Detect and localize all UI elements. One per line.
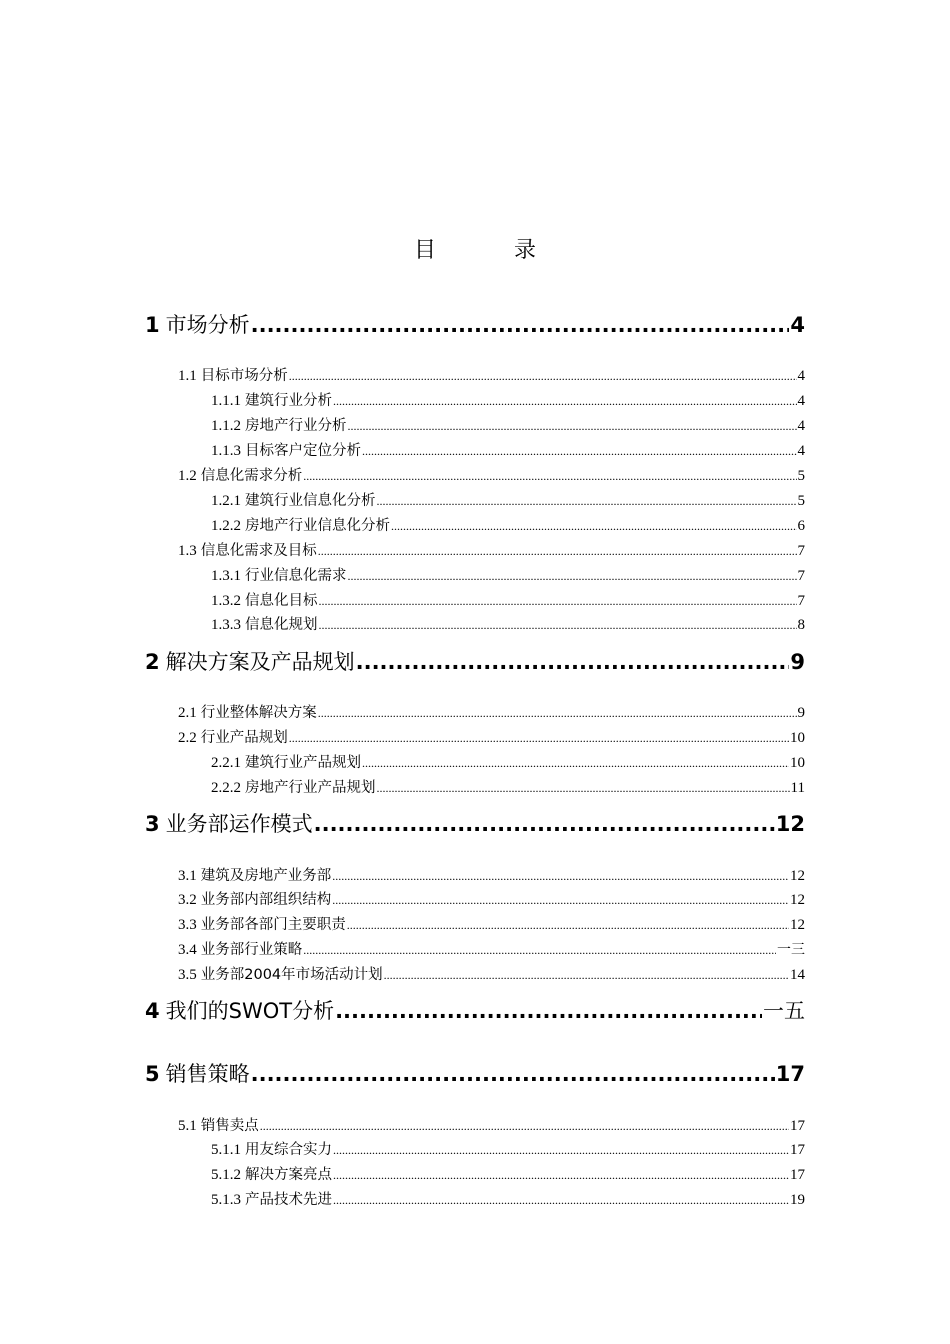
entry-label: 信息化目标 [245, 593, 318, 609]
entry-number: 3.3 [178, 917, 197, 933]
entry-page: 4 [790, 313, 805, 337]
dot-leader [347, 918, 789, 933]
toc-entry-4[interactable] [145, 995, 805, 1025]
entry-number: 1.3.1 [211, 568, 241, 584]
dot-leader [362, 756, 789, 771]
toc-entry-2-1[interactable] [178, 701, 805, 723]
entry-page: 10 [790, 755, 805, 771]
entry-label: 建筑行业分析 [245, 393, 332, 409]
dot-leader [333, 1143, 789, 1158]
entry-label: 目标市场分析 [200, 368, 288, 384]
entry-label: 解决方案及产品规划 [165, 650, 355, 674]
entry-number: 1 [145, 313, 160, 337]
toc-entry-1[interactable] [145, 309, 805, 339]
entry-label: 用友综合实力 [245, 1142, 332, 1158]
toc-entry-2-2-1[interactable] [211, 751, 805, 773]
dot-leader [332, 869, 789, 884]
dot-leader [289, 731, 789, 746]
entry-page: 17 [775, 1062, 805, 1086]
toc-entry-3-3[interactable] [178, 913, 805, 935]
entry-number: 1.1.1 [211, 393, 241, 409]
entry-label: 房地产行业信息化分析 [245, 518, 390, 534]
dot-leader [377, 494, 797, 509]
entry-label: 产品技术先进 [245, 1192, 332, 1208]
entry-number: 5.1.1 [211, 1142, 241, 1158]
entry-label: 行业整体解决方案 [200, 705, 317, 721]
entry-page: 17 [790, 1167, 805, 1183]
entry-page: 11 [790, 780, 805, 796]
entry-label: 业务部各部门主要职责 [200, 917, 346, 933]
toc-entry-1-1-1[interactable] [211, 389, 805, 411]
entry-label: 房地产行业产品规划 [245, 780, 376, 796]
dot-leader [335, 999, 762, 1023]
entry-number: 5.1 [178, 1118, 197, 1134]
toc-entry-2-2[interactable] [178, 726, 805, 748]
entry-page: 7 [797, 568, 805, 584]
entry-label: 信息化规划 [245, 617, 318, 633]
entry-label: 建筑行业信息化分析 [245, 493, 376, 509]
entry-number: 2.2.2 [211, 780, 241, 796]
dot-leader [251, 313, 790, 337]
dot-leader [348, 569, 797, 584]
entry-label: 信息化需求及目标 [200, 543, 317, 559]
entry-page: 9 [790, 650, 805, 674]
entry-number: 3.1 [178, 868, 197, 884]
entry-page: 4 [797, 393, 805, 409]
entry-label: 我们的SWOT分析 [165, 999, 335, 1023]
toc-entry-1-2-1[interactable] [211, 489, 805, 511]
entry-page: 7 [797, 593, 805, 609]
entry-page: 12 [790, 892, 805, 908]
entry-number: 3.5 [178, 967, 197, 983]
dot-leader [333, 394, 797, 409]
entry-number: 2.2 [178, 730, 197, 746]
entry-label: 行业信息化需求 [245, 568, 347, 584]
toc-entry-5-1-3[interactable] [211, 1188, 805, 1210]
entry-page: 6 [797, 518, 805, 534]
entry-page: 5 [797, 493, 805, 509]
entry-page: 5 [797, 468, 805, 484]
toc-entry-1-2[interactable] [178, 464, 805, 486]
entry-label: 业务部内部组织结构 [200, 892, 332, 908]
entry-number: 1.3 [178, 543, 197, 559]
entry-number: 1.1.3 [211, 443, 241, 459]
entry-page: 10 [790, 730, 805, 746]
dot-leader [314, 812, 775, 836]
entry-number: 1.2.1 [211, 493, 241, 509]
toc-entry-3[interactable] [145, 808, 805, 838]
entry-number: 3.2 [178, 892, 197, 908]
entry-number: 3 [145, 812, 160, 836]
entry-number: 5 [145, 1062, 160, 1086]
entry-number: 2.1 [178, 705, 197, 721]
dot-leader [319, 594, 797, 609]
dot-leader [384, 968, 789, 983]
toc-entry-5-1[interactable] [178, 1114, 805, 1136]
entry-number: 1.3.3 [211, 617, 241, 633]
entry-number: 1.1 [178, 368, 197, 384]
entry-page: 17 [790, 1142, 805, 1158]
toc-entry-1-2-2[interactable] [211, 514, 805, 536]
toc-entry-1-3[interactable] [178, 539, 805, 561]
entry-page: 12 [790, 917, 805, 933]
toc-entry-5-1-1[interactable] [211, 1138, 805, 1160]
entry-label: 业务部行业策略 [200, 942, 303, 958]
dot-leader [362, 444, 797, 459]
toc-entry-1-1[interactable] [178, 364, 805, 386]
entry-page: 一三 [777, 942, 805, 958]
entry-number: 3.4 [178, 942, 197, 958]
entry-label: 业务部2004年市场活动计划 [200, 967, 383, 983]
entry-label: 建筑及房地产业务部 [200, 868, 332, 884]
toc-entry-3-2[interactable] [178, 888, 805, 910]
dot-leader [391, 519, 797, 534]
dot-leader [318, 706, 797, 721]
toc-entry-1-1-3[interactable] [211, 439, 805, 461]
dot-leader [251, 1062, 775, 1086]
toc-entry-2-2-2[interactable] [211, 776, 805, 798]
entry-number: 1.1.2 [211, 418, 241, 434]
entry-label: 建筑行业产品规划 [245, 755, 361, 771]
entry-page: 14 [790, 967, 805, 983]
dot-leader [260, 1119, 789, 1134]
toc-entry-3-4[interactable] [178, 938, 805, 960]
toc-entry-5-1-2[interactable] [211, 1163, 805, 1185]
entry-label: 目标客户定位分析 [245, 443, 361, 459]
toc-entry-1-3-2[interactable] [211, 589, 805, 611]
entry-label: 解决方案亮点 [245, 1167, 332, 1183]
toc-title: 目 录 [413, 238, 564, 263]
entry-number: 2 [145, 650, 160, 674]
toc-entry-1-3-3[interactable] [211, 613, 805, 635]
entry-page: 17 [790, 1118, 805, 1134]
dot-leader [333, 1193, 789, 1208]
dot-leader [377, 781, 790, 796]
dot-leader [333, 1168, 789, 1183]
entry-number: 2.2.1 [211, 755, 241, 771]
entry-number: 5.1.3 [211, 1192, 241, 1208]
dot-leader [348, 419, 797, 434]
entry-label: 信息化需求分析 [200, 468, 303, 484]
dot-leader [289, 369, 797, 384]
entry-number: 1.2.2 [211, 518, 241, 534]
entry-page: 一五 [763, 999, 805, 1023]
entry-page: 12 [775, 812, 805, 836]
toc-entry-1-3-1[interactable] [211, 564, 805, 586]
dot-leader [332, 893, 789, 908]
toc-entry-3-1[interactable] [178, 864, 805, 886]
entry-page: 19 [790, 1192, 805, 1208]
entry-number: 1.2 [178, 468, 197, 484]
entry-label: 业务部运作模式 [165, 812, 313, 836]
dot-leader [303, 943, 776, 958]
entry-page: 12 [790, 868, 805, 884]
entry-page: 4 [797, 368, 805, 384]
entry-number: 4 [145, 999, 160, 1023]
entry-label: 房地产行业分析 [245, 418, 347, 434]
toc-entry-5[interactable] [145, 1058, 805, 1088]
entry-page: 4 [797, 443, 805, 459]
dot-leader [319, 618, 797, 633]
dot-leader [356, 650, 790, 674]
toc-entry-3-5[interactable] [178, 963, 805, 985]
dot-leader [318, 544, 797, 559]
entry-label: 市场分析 [165, 313, 250, 337]
entry-page: 8 [797, 617, 805, 633]
toc-entry-1-1-2[interactable] [211, 414, 805, 436]
entry-page: 7 [797, 543, 805, 559]
dot-leader [303, 469, 796, 484]
toc-entry-2[interactable] [145, 646, 805, 676]
entry-label: 行业产品规划 [200, 730, 288, 746]
entry-label: 销售卖点 [200, 1118, 259, 1134]
entry-page: 9 [797, 705, 805, 721]
entry-number: 1.3.2 [211, 593, 241, 609]
entry-number: 5.1.2 [211, 1167, 241, 1183]
entry-label: 销售策略 [165, 1062, 250, 1086]
entry-page: 4 [797, 418, 805, 434]
